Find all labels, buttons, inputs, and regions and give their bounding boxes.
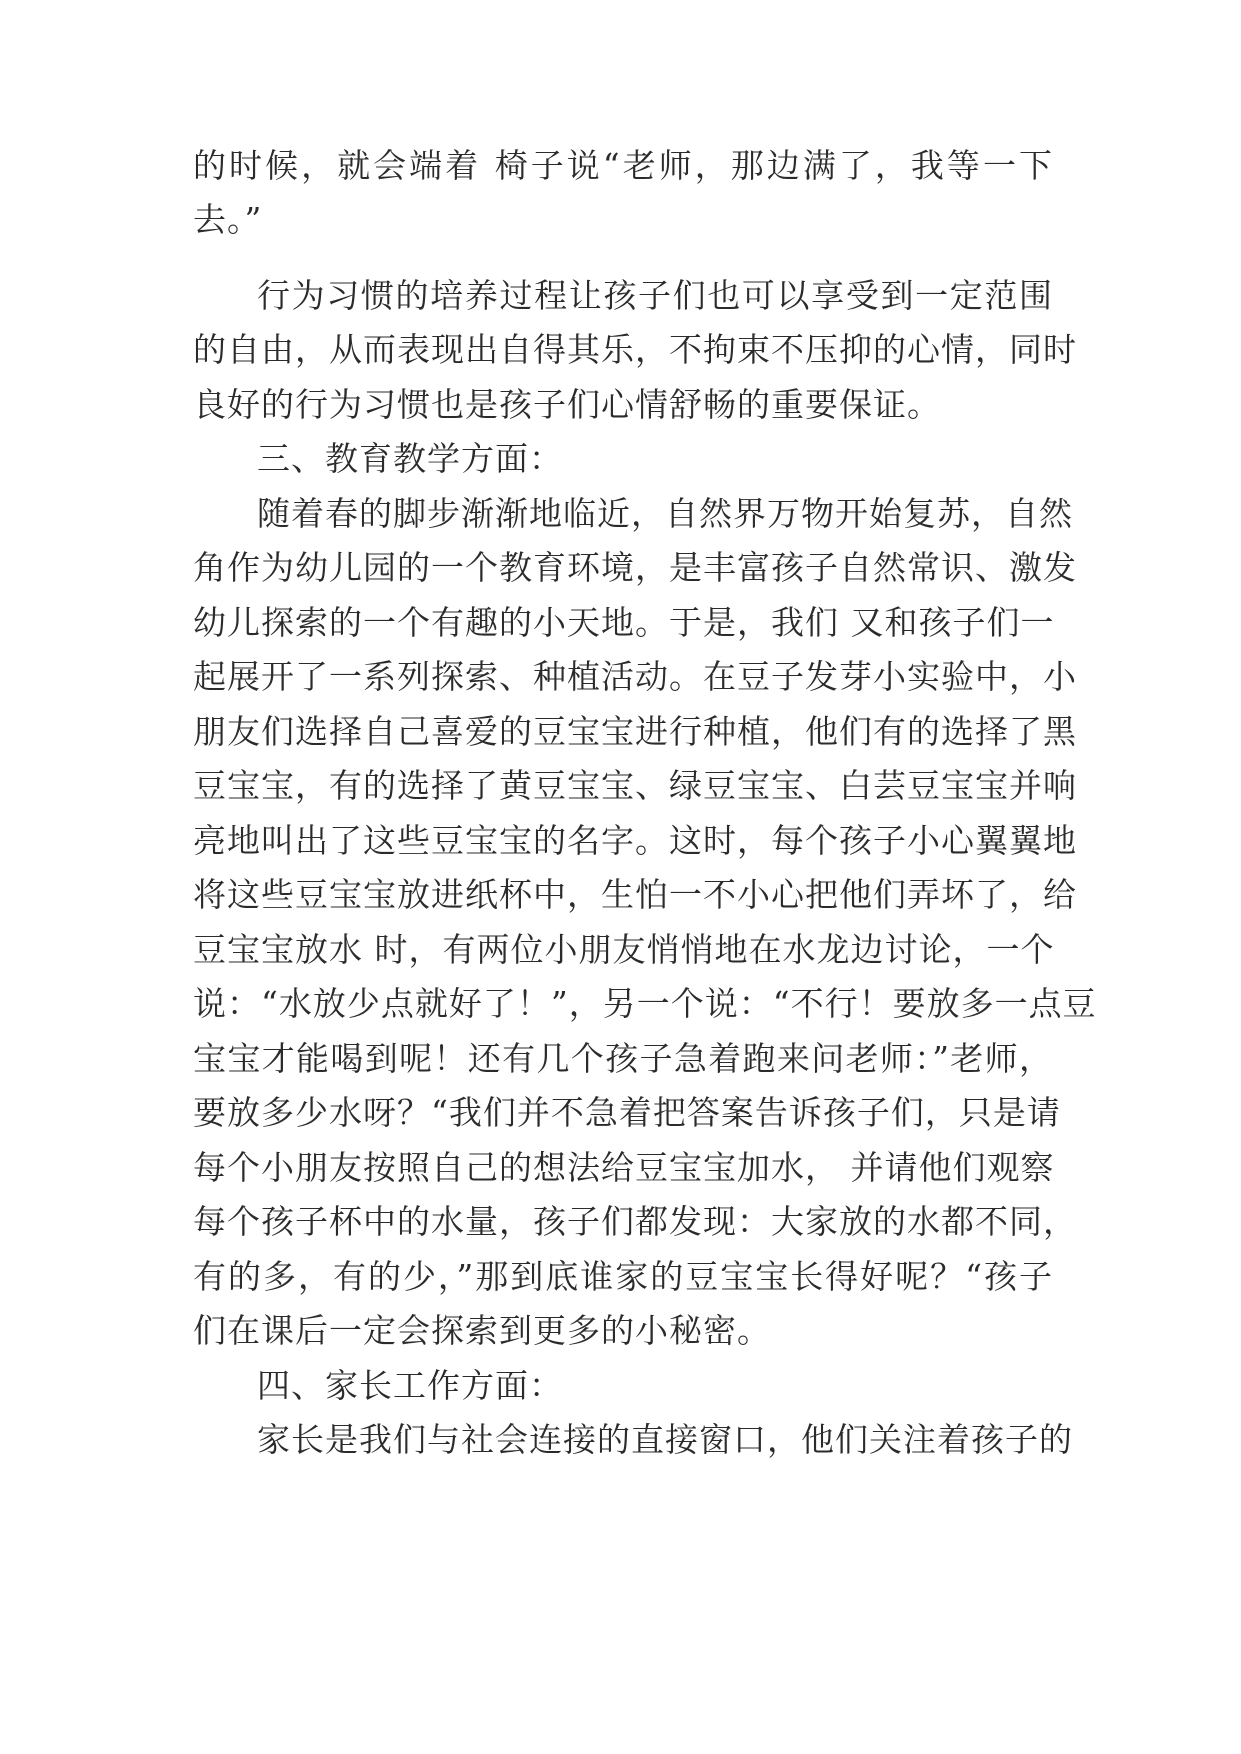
text-line: 豆宝宝，有的选择了黄豆宝宝、绿豆宝宝、白芸豆宝宝并响: [193, 766, 1077, 805]
text-line: 的时候，就会端着 椅子说“老师，那边满了，我等一下: [193, 146, 1053, 185]
text-line: 良好的行为习惯也是孩子们心情舒畅的重要保证。: [193, 385, 941, 424]
text-line: 幼儿探索的一个有趣的小天地。于是，我们 又和孩子们一: [193, 603, 1055, 642]
text-line: 将这些豆宝宝放进纸杯中，生怕一不小心把他们弄坏了，给: [193, 875, 1077, 914]
text-line: 起展开了一系列探索、种植活动。在豆子发芽小实验中，小: [193, 657, 1077, 696]
paragraph-first-line: 随着春的脚步渐渐地临近，自然界万物开始复苏，自然: [257, 494, 1073, 533]
text-line: 朋友们选择自己喜爱的豆宝宝进行种植，他们有的选择了黑: [193, 712, 1077, 751]
text-line: 说：“水放少点就好了！”，另一个说：“不行！要放多一点豆: [193, 984, 1097, 1023]
text-line: 的自由，从而表现出自得其乐，不拘束不压抑的心情，同时: [193, 330, 1077, 369]
paragraph-first-line: 家长是我们与社会连接的直接窗口，他们关注着孩子的: [257, 1420, 1073, 1459]
text-line: 角作为幼儿园的一个教育环境，是丰富孩子自然常识、激发: [193, 548, 1077, 587]
section-heading: 三、教育教学方面：: [257, 439, 563, 478]
text-line: 有的多，有的少，”那到底谁家的豆宝宝长得好呢？“孩子: [193, 1257, 1053, 1296]
text-line: 每个孩子杯中的水量，孩子们都发现：大家放的水都不同，: [193, 1202, 1077, 1241]
text-line: 去。”: [193, 200, 263, 239]
paragraph-first-line: 行为习惯的培养过程让孩子们也可以享受到一定范围: [257, 276, 1053, 315]
text-line: 每个小朋友按照自己的想法给豆宝宝加水， 并请他们观察: [193, 1148, 1055, 1187]
text-line: 亮地叫出了这些豆宝宝的名字。这时，每个孩子小心翼翼地: [193, 821, 1077, 860]
section-heading: 四、家长工作方面：: [257, 1366, 563, 1405]
text-line: 豆宝宝放水 时，有两位小朋友悄悄地在水龙边讨论，一个: [193, 930, 1055, 969]
text-line: 要放多少水呀？“我们并不急着把答案告诉孩子们，只是请: [193, 1093, 1061, 1132]
text-line: 宝宝才能喝到呢！还有几个孩子急着跑来问老师：”老师，: [193, 1039, 1053, 1078]
text-line: 们在课后一定会探索到更多的小秘密。: [193, 1311, 771, 1350]
